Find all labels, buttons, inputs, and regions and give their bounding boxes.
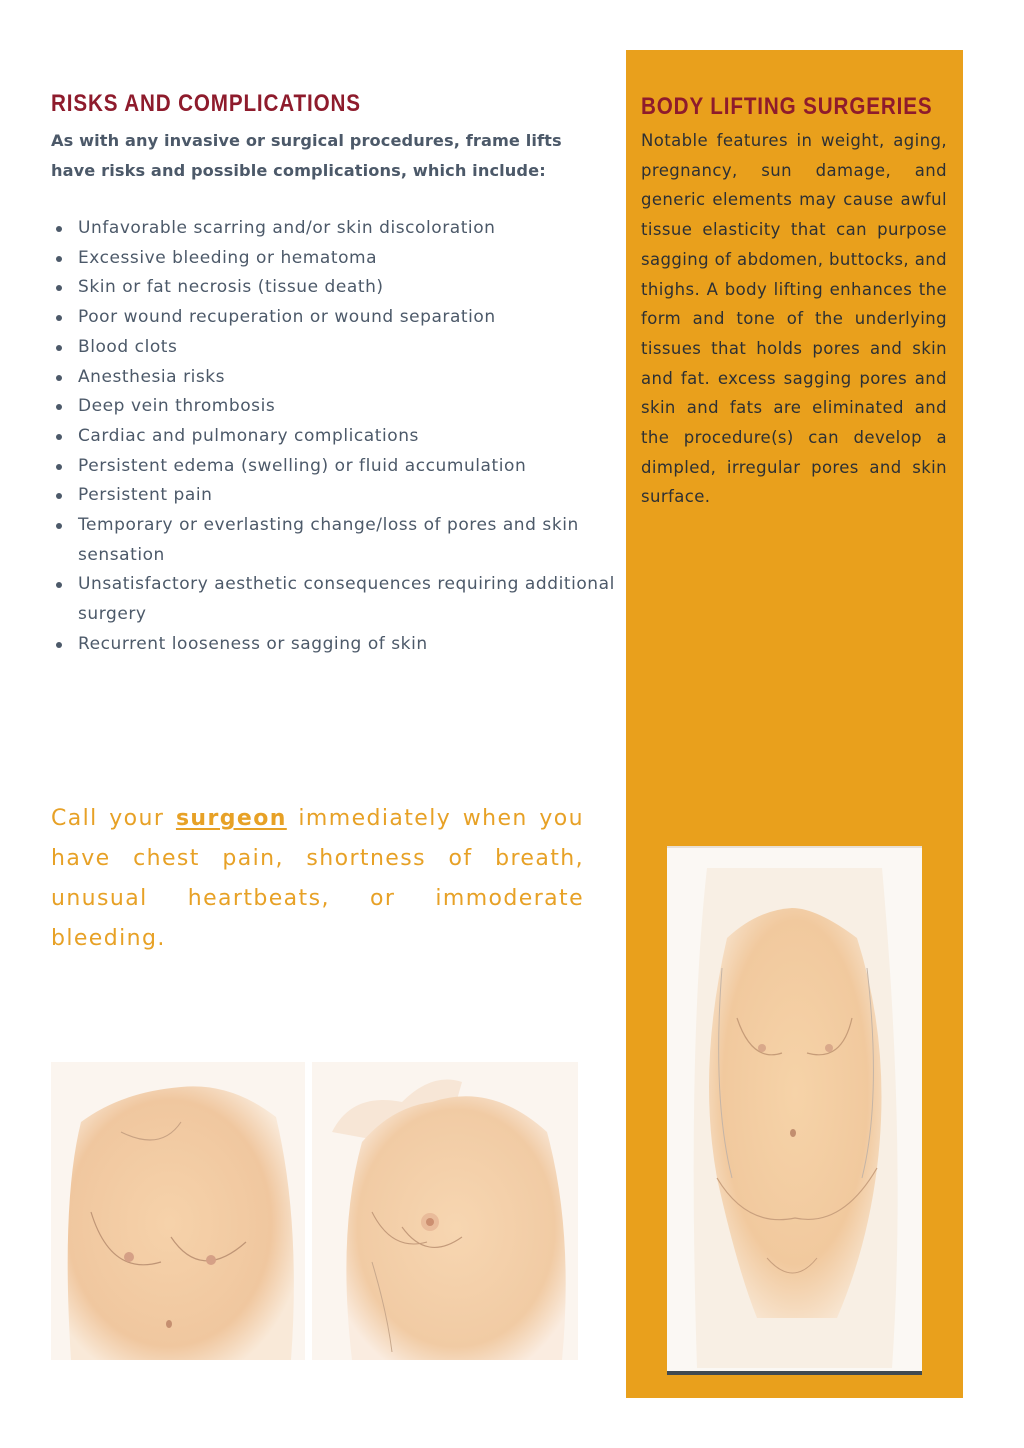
body-lift-illustration bbox=[667, 846, 922, 1375]
risk-list-item: Poor wound recuperation or wound separation bbox=[51, 303, 616, 333]
risk-list-item: Unsatisfactory aesthetic consequences requiring additional surgery bbox=[51, 570, 616, 629]
risk-list-item: Blood clots bbox=[51, 333, 616, 363]
callout-suffix: immediately when you have chest pain, shortness of breath, unusual heartbeats, or immoderate bleeding. bbox=[51, 806, 584, 951]
risk-list-item: Temporary or everlasting change/loss of pores and skin sensation bbox=[51, 511, 616, 570]
callout-prefix: Call your bbox=[51, 806, 176, 831]
risks-list bbox=[51, 214, 616, 660]
risk-list-item: Persistent pain bbox=[51, 481, 616, 511]
risk-list-item: Excessive bleeding or hematoma bbox=[51, 244, 616, 274]
body-lifting-panel bbox=[626, 50, 963, 1398]
risk-list-item: Deep vein thrombosis bbox=[51, 392, 616, 422]
risks-heading: RISKS AND COMPLICATIONS bbox=[51, 89, 361, 117]
body-lifting-heading: BODY LIFTING SURGERIES bbox=[641, 92, 933, 120]
risk-list-item: Persistent edema (swelling) or fluid accumulation bbox=[51, 452, 616, 482]
risks-intro: As with any invasive or surgical procedures, frame lifts have risks and possible complications, which include: bbox=[51, 131, 562, 180]
risk-list-item: Skin or fat necrosis (tissue death) bbox=[51, 273, 616, 303]
surgeon-link[interactable]: surgeon bbox=[175, 806, 287, 831]
risk-list-item: Cardiac and pulmonary complications bbox=[51, 422, 616, 452]
breast-sagging-illustration bbox=[51, 1062, 305, 1360]
body-lifting-text: Notable features in weight, aging, pregnancy, sun damage, and generic elements may cause awful tissue elasticity that can purpose sagging of abdomen, buttocks, and thighs. A body lifting enhances the form and tone of the underlying tissues that holds pores and skin and fat. excess sagging pores and skin and fats are eliminated and the procedure(s) can develop a dimpled, irregular pores and skin surface. bbox=[641, 131, 947, 507]
risk-list-item: Recurrent looseness or sagging of skin bbox=[51, 630, 616, 660]
risk-list-item: Unfavorable scarring and/or skin discoloration bbox=[51, 214, 616, 244]
breast-lift-illustration bbox=[312, 1062, 578, 1360]
risk-list-item: Anesthesia risks bbox=[51, 363, 616, 393]
surgeon-callout bbox=[51, 799, 584, 959]
